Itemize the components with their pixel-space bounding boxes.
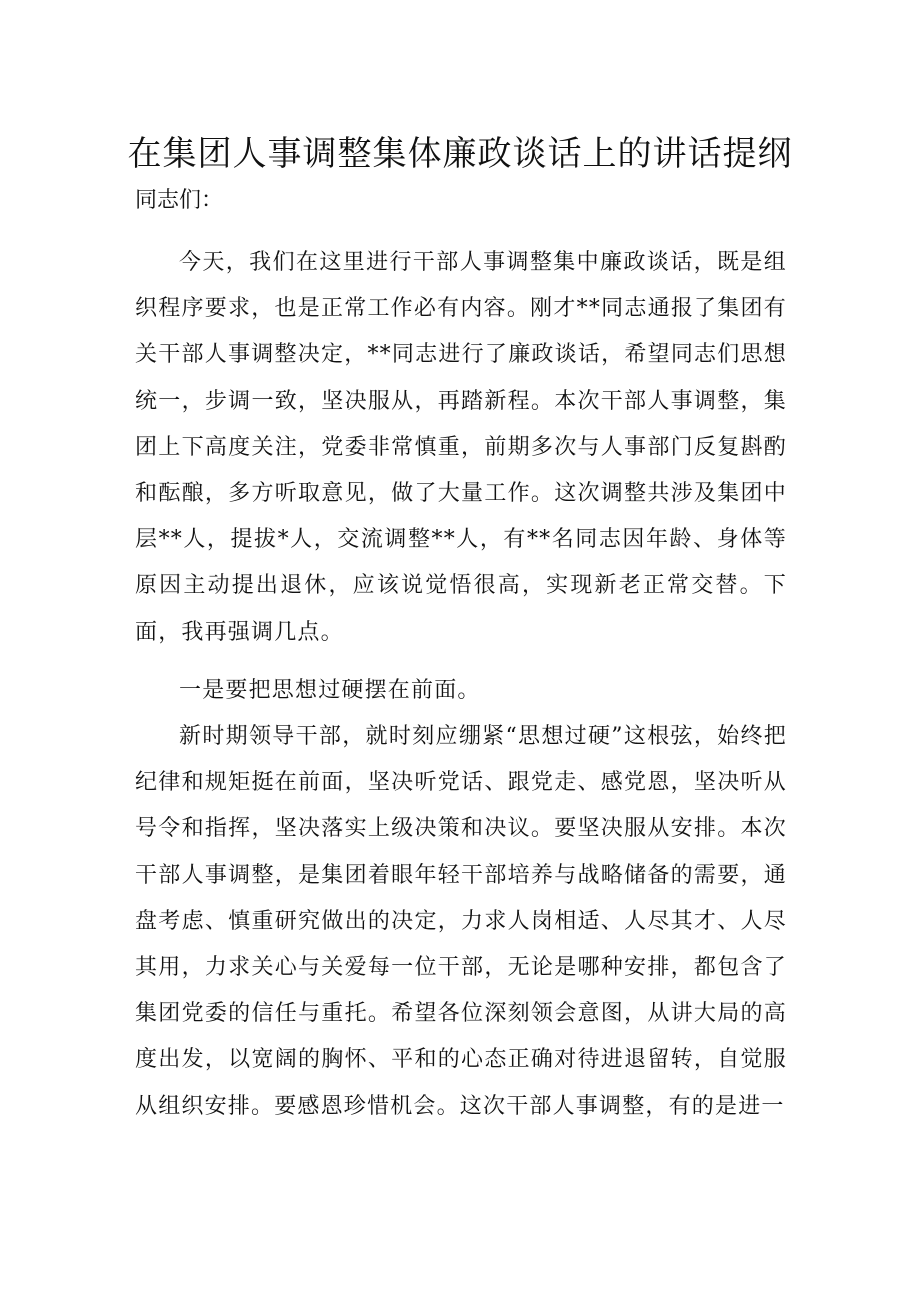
section-heading-1: 一是要把思想过硬摆在前面。 xyxy=(179,678,481,703)
salutation: 同志们： xyxy=(135,188,224,213)
document-title: 在集团人事调整集体廉政谈话上的讲话提纲 xyxy=(127,134,793,174)
paragraph-section-1: 新时期领导干部，就时刻应绷紧“思想过硬”这根弦，始终把纪律和规矩挺在前面，坚决听党话、跟党走、感党恩，坚决听从号令和指挥，坚决落实上级决策和决议。要坚决服从安排。本次干部人事调整，是集团着眼年轻干部培养与战略储备的需要，通盘考虑、慎重研究做出的决定，力求人岗相适、人尽其才、人尽其用，力求关心与关爱每一位干部，无论是哪种安排，都包含了集团党委的信任与重托。希望各位深刻领会意图，从讲大局的高度出发，以宽阔的胸怀、平和的心态正确对待进退留转，自觉服从组织安排。要感恩珍惜机会。这次干部人事调整，有的是进一 xyxy=(135,724,787,1119)
paragraph-opening: 今天，我们在这里进行干部人事调整集中廉政谈话，既是组织程序要求，也是正常工作必有内容。刚才**同志通报了集团有关干部人事调整决定，**同志进行了廉政谈话，希望同志们思想统一，步调一致，坚决服从，再踏新程。本次干部人事调整，集团上下高度关注，党委非常慎重，前期多次与人事部门反复斟酌和酝酿，多方听取意见，做了大量工作。这次调整共涉及集团中层**人，提拔*人，交流调整**人，有**名同志因年龄、身体等原因主动提出退休，应该说觉悟很高，实现新老正常交替。下面，我再强调几点。 xyxy=(135,250,787,645)
